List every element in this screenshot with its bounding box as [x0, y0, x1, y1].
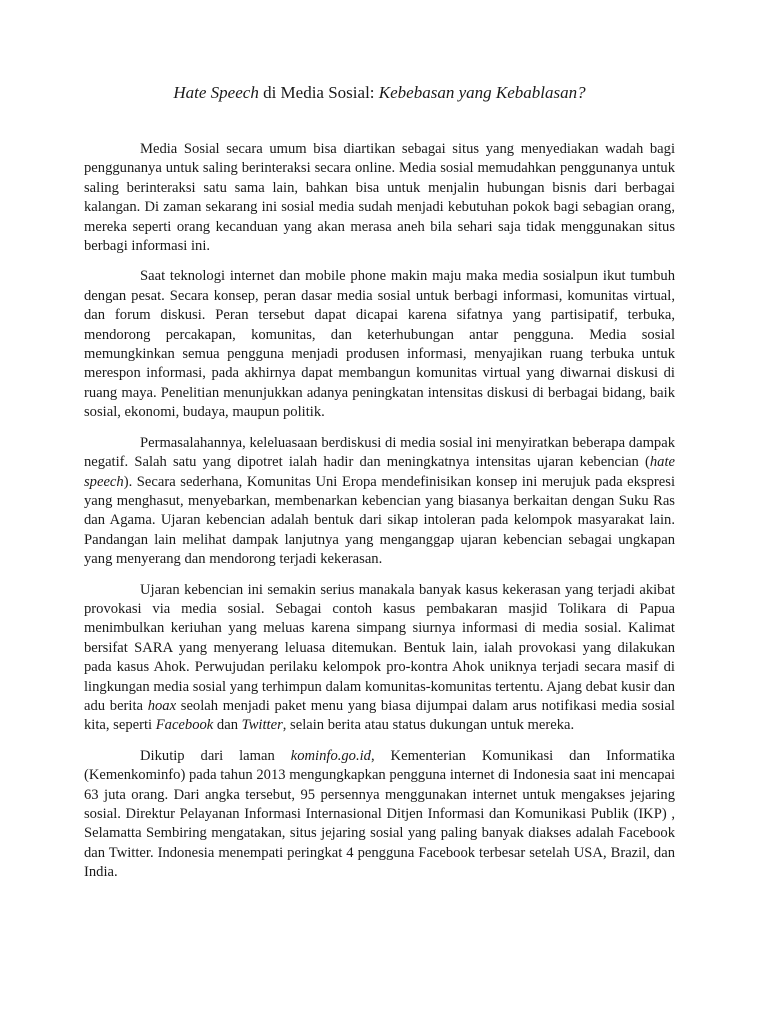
paragraph-4-italic-term: Twitter [241, 717, 283, 734]
paragraph-3-text: Permasalahannya, keleluasaan berdiskusi di media sosial ini menyiratkan beberapa dampak negatif. Salah satu yang dipotret ialah hadir dan meningkatnya intensitas ujaran kebencian ( [84, 434, 675, 471]
paragraph-2: Saat teknologi internet dan mobile phone makin maju maka media sosialpun ikut tumbuh dengan pesat. Secara konsep, peran dasar media sosial untuk berbagi informasi, komunitas virtual, dan forum diskusi. Peran tersebut dapat dicapai karena sifatnya yang partisipatif, terbuka, mendorong percakapan, komunitas, dan keterhubungan antar pengguna. Media sosial memungkinkan semua pengguna menjadi produsen informasi, menyajikan ruang terbuka untuk merespon informasi, pada akhirnya dapat membangun komunitas virtual yang diwarnai diskusi di ruang maya. Penelitian menunjukkan adanya peningkatan intensitas diskusi di berbagai bidang, baik sosial, ekonomi, budaya, maupun politik. [84, 268, 675, 421]
document-title [84, 82, 675, 104]
paragraph-5-italic-link-text: kominfo.go.id [290, 747, 371, 764]
paragraph-5 [84, 747, 675, 883]
document-page [84, 82, 675, 894]
title-part-media-sosial: di Media Sosial: [258, 83, 379, 102]
paragraph-4-text: seolah menjadi paket menu yang biasa dijumpai dalam arus notifikasi media sosial kita, seperti [84, 697, 675, 734]
paragraph-1: Media Sosial secara umum bisa diartikan sebagai situs yang menyediakan wadah bagi penggunanya untuk saling berinteraksi secara online. Media sosial memudahkan penggunanya untuk saling berinteraksi satu sama lain, bahkan bisa untuk menjalin hubungan bisnis dari berbagai kalangan. Di zaman sekarang ini sosial media sudah menjadi kebutuhan pokok bagi sebagian orang, mereka seperti orang kecanduan yang akan merasa aneh bila sehari saja tidak menggunakan situs berbagi informasi ini. [84, 141, 675, 255]
paragraph-5-text: Dikutip dari laman [140, 747, 291, 764]
paragraph-4 [84, 581, 675, 736]
title-part-subtitle: Kebebasan yang Kebablasan? [378, 83, 586, 102]
paragraph-3-italic-term: hate speech [84, 454, 675, 490]
paragraph-3 [84, 434, 675, 570]
title-part-hate-speech: Hate Speech [173, 83, 259, 102]
paragraph-4-text: , selain berita atau status dukungan untuk mereka. [282, 717, 575, 734]
paragraph-5-text: , Kementerian Komunikasi dan Informatika (Kemenkominfo) pada tahun 2013 mengungkapkan pengguna internet di Indonesia saat ini mencapai 63 juta orang. Dari angka tersebut, 95 persennya menggunakan internet untuk mengakses jejaring sosial. Direktur Pelayanan Informasi Internasional Ditjen Informasi dan Komunikasi Publik (IKP) , Selamatta Sembiring mengatakan, situs jejaring sosial yang paling banyak diakses adalah Facebook dan Twitter. Indonesia menempati peringkat 4 pengguna Facebook terbesar setelah USA, Brazil, dan India. [84, 747, 675, 881]
paragraph-4-italic-term: hoax [147, 697, 177, 714]
paragraph-3-text: ). Secara sederhana, Komunitas Uni Eropa mendefinisikan konsep ini merujuk pada ekspresi yang menghasut, menyebarkan, membenarkan kebencian yang biasanya berkaitan dengan Suku Ras dan Agama. Ujaran kebencian adalah bentuk dari sikap intoleran pada kelompok masyarakat lain. Pandangan lain melihat dampak lanjutnya yang menganggap ujaran kebencian sebagai ungkapan yang menyerang dan mendorong terjadi kekerasan. [84, 473, 675, 568]
paragraph-4-text: dan [213, 717, 242, 734]
paragraph-4-italic-term: Facebook [155, 717, 214, 734]
paragraph-4-text: Ujaran kebencian ini semakin serius manakala banyak kasus kekerasan yang terjadi akibat provokasi via media sosial. Sebagai contoh kasus pembakaran masjid Tolikara di Papua menimbulkan keriuhan yang meluas karena simpang siurnya informasi di media sosial. Kalimat bersifat SARA yang menyerang leluasa ditemukan. Bentuk lain, ialah provokasi yang dilakukan pada kasus Ahok. Perwujudan perilaku kelompok pro-kontra Ahok uniknya terjadi secara masif di lingkungan media sosial yang terhimpun dalam komunitas-komunitas tertentu. Ajang debat kusir dan adu berita [84, 581, 675, 714]
